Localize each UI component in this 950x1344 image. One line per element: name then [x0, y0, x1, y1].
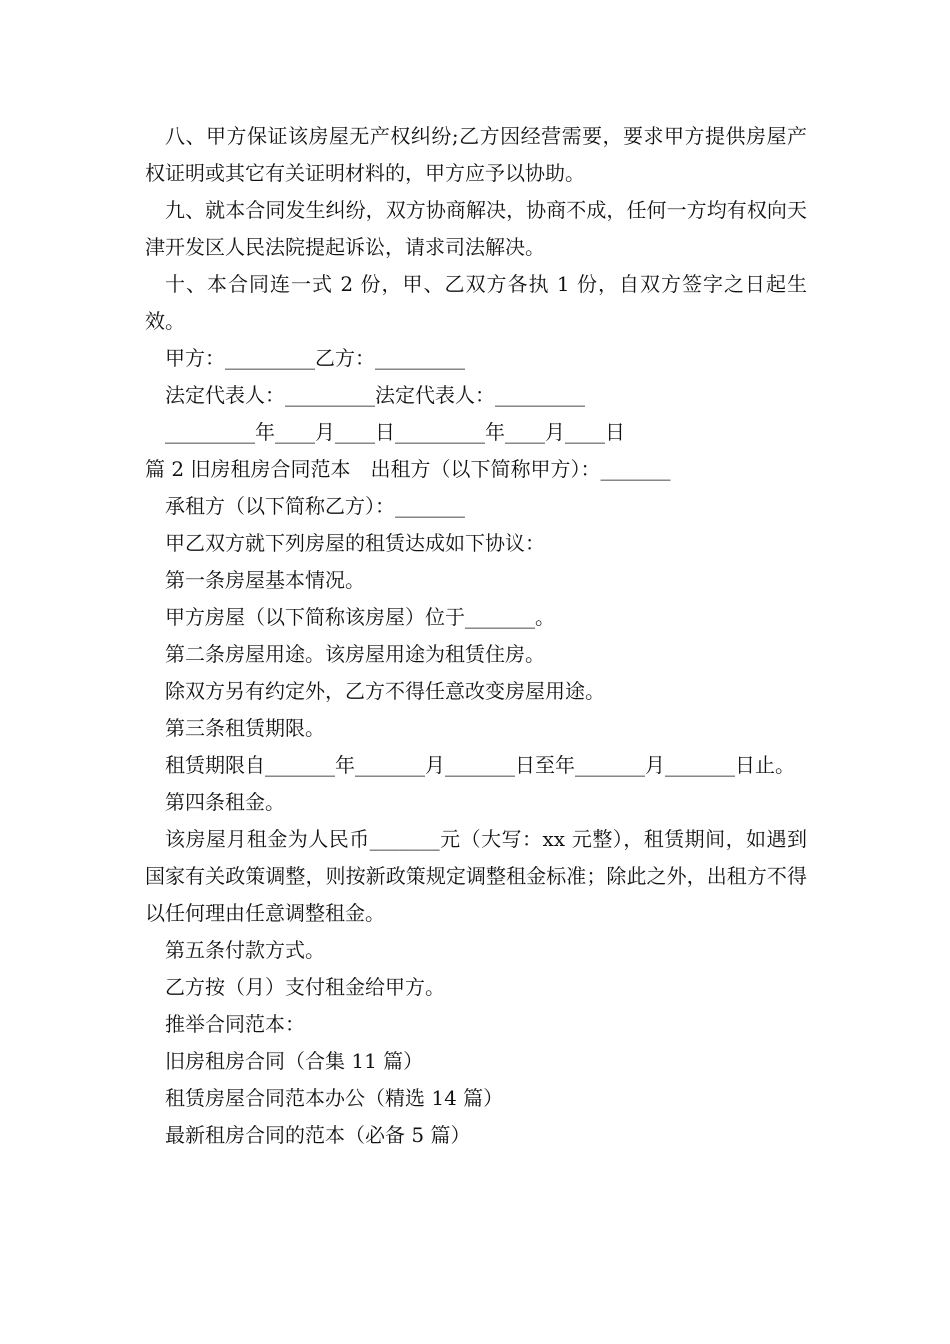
article-1-body: 甲方房屋（以下简称该房屋）位于_______。 [165, 605, 555, 629]
article-3-body: 租赁期限自_______年_______月_______日至年_______月_______日止。 [165, 753, 795, 777]
clause-9: 九、就本合同发生纠纷，双方协商解决，协商不成，任何一方均有权向天津开发区人民法院提起诉讼，请求司法解决。 [145, 198, 807, 259]
article-5-title: 第五条付款方式。 [165, 938, 325, 962]
recommended-heading: 推举合同范本： [165, 1012, 305, 1036]
recommended-link-1[interactable]: 旧房租房合同（合集 11 篇） [165, 1049, 424, 1073]
clause-10: 十、本合同连一式 2 份，甲、乙双方各执 1 份，自双方签字之日起生效。 [145, 272, 807, 333]
article-4-title: 第四条租金。 [165, 790, 285, 814]
article-3-title: 第三条租赁期限。 [165, 716, 325, 740]
clause-8: 八、甲方保证该房屋无产权纠纷;乙方因经营需要，要求甲方提供房屋产权证明或其它有关证明材料的，甲方应予以协助。 [145, 124, 807, 185]
section-2-heading: 篇 2 旧房租房合同范本 出租方（以下简称甲方）：_______ [145, 457, 671, 481]
recommended-link-2[interactable]: 租赁房屋合同范本办公（精选 14 篇） [165, 1086, 504, 1110]
recommended-link-3[interactable]: 最新租房合同的范本（必备 5 篇） [165, 1123, 471, 1147]
article-1-title: 第一条房屋基本情况。 [165, 568, 365, 592]
lessee-line: 承租方（以下简称乙方）：_______ [165, 494, 465, 518]
document-body [145, 118, 807, 1154]
article-2-body: 除双方另有约定外，乙方不得任意改变房屋用途。 [165, 679, 605, 703]
signature-parties: 甲方：_________乙方：_________ [165, 346, 465, 370]
article-2-title: 第二条房屋用途。该房屋用途为租赁住房。 [165, 642, 545, 666]
article-4-body: 该房屋月租金为人民币_______元（大写：xx 元整），租赁期间，如遇到国家有关政策调整，则按新政策规定调整租金标准；除此之外，出租方不得以任何理由任意调整租金。 [145, 827, 807, 925]
signature-dates: _________年____月____日_________年____月____日 [165, 420, 625, 444]
article-5-body: 乙方按（月）支付租金给甲方。 [165, 975, 445, 999]
agreement-intro: 甲乙双方就下列房屋的租赁达成如下协议： [165, 531, 545, 555]
signature-representatives: 法定代表人：_________法定代表人：_________ [165, 383, 585, 407]
